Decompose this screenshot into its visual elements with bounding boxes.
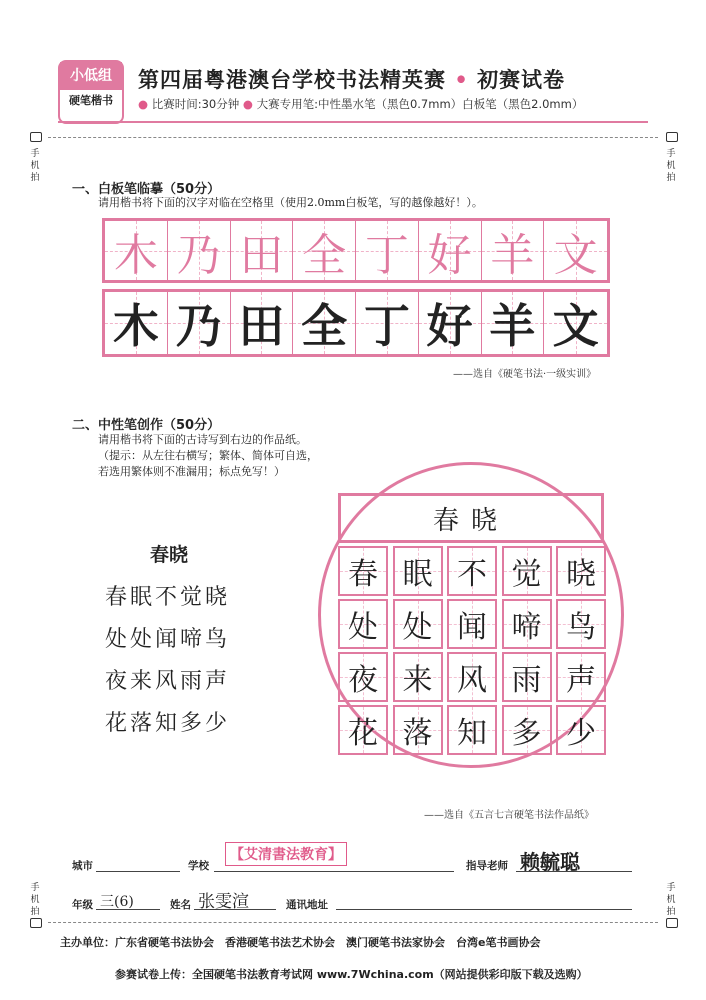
side-label-right-top: 手机拍 bbox=[666, 149, 676, 183]
title-suffix: 初赛试卷 bbox=[477, 67, 566, 92]
address-field[interactable] bbox=[336, 909, 632, 910]
bullet-icon: ● bbox=[242, 97, 253, 111]
camera-icon bbox=[30, 132, 42, 142]
work-char: 觉 bbox=[511, 557, 542, 592]
work-char: 雨 bbox=[511, 663, 542, 698]
teacher-label: 指导老师 bbox=[466, 860, 508, 872]
model-cell bbox=[356, 221, 419, 280]
organizers: 主办单位：广东省硬笔书法协会 香港硬笔书法艺术协会 澳门硬笔书法家协会 台湾e笔书画协会 bbox=[60, 936, 541, 949]
model-char: 乃 bbox=[176, 229, 221, 281]
model-cell bbox=[482, 221, 545, 280]
work-cell bbox=[393, 546, 443, 596]
poem-line-3: 夜来风雨声 bbox=[105, 669, 231, 694]
camera-icon bbox=[666, 132, 678, 142]
name-value: 张雯渲 bbox=[198, 892, 249, 912]
title-separator: • bbox=[454, 67, 469, 92]
work-char: 花 bbox=[348, 716, 378, 751]
title-main: 第四届粤港澳台学校书法精英赛 bbox=[138, 67, 446, 92]
work-grid-row bbox=[338, 599, 606, 649]
work-cell bbox=[393, 705, 443, 755]
badge-group-label: 小低组 bbox=[60, 62, 122, 90]
work-cell bbox=[338, 599, 388, 649]
group-badge bbox=[58, 60, 124, 124]
model-char: 木 bbox=[113, 229, 158, 281]
model-char: 羊 bbox=[490, 229, 535, 281]
section2-hint-2: 若选用繁体则不准漏用；标点免写！） bbox=[98, 465, 285, 478]
grade-label: 年级 bbox=[72, 899, 93, 911]
work-cell bbox=[556, 599, 606, 649]
model-char: 全 bbox=[302, 229, 347, 281]
work-cell bbox=[447, 705, 497, 755]
work-char: 鸟 bbox=[566, 610, 596, 645]
name-label: 姓名 bbox=[170, 899, 191, 911]
work-char: 春 bbox=[348, 557, 378, 592]
work-char: 知 bbox=[457, 716, 487, 751]
work-grid-row bbox=[338, 652, 606, 702]
side-label-left-bottom: 手机拍 bbox=[30, 883, 40, 917]
written-cell bbox=[231, 292, 294, 354]
work-grid-row bbox=[338, 705, 606, 755]
written-char: 羊 bbox=[489, 299, 536, 353]
side-label-left-top: 手机拍 bbox=[30, 149, 40, 183]
work-char: 多 bbox=[511, 716, 542, 751]
model-char: 丁 bbox=[364, 229, 409, 281]
model-char: 好 bbox=[427, 229, 472, 281]
section2-hint-1: （提示：从左往右横写；繁体、简体可自选， bbox=[98, 449, 318, 462]
city-label: 城市 bbox=[72, 860, 93, 872]
badge-category-label: 硬笔楷书 bbox=[69, 94, 113, 107]
camera-icon bbox=[30, 918, 42, 928]
exam-info bbox=[138, 96, 583, 112]
exam-time: 比赛时间:30分钟 bbox=[151, 97, 240, 111]
copy-written-grid bbox=[102, 289, 610, 357]
teacher-value: 赖毓聪 bbox=[520, 850, 580, 874]
exam-pens: 大赛专用笔:中性墨水笔（黑色0.7mm）白板笔（黑色2.0mm） bbox=[256, 97, 584, 111]
work-char: 眠 bbox=[402, 557, 433, 592]
school-stamp: 【艾清書法教育】 bbox=[225, 842, 347, 866]
work-title-box: 春晓 bbox=[338, 493, 604, 543]
work-cell bbox=[502, 599, 552, 649]
written-cell bbox=[356, 292, 419, 354]
header-rule bbox=[58, 121, 648, 123]
written-char: 好 bbox=[426, 299, 473, 353]
section2-instruction: 请用楷书将下面的古诗写到右边的作品纸。 bbox=[98, 433, 307, 446]
work-grid bbox=[338, 546, 606, 758]
written-cell bbox=[293, 292, 356, 354]
cut-line-bottom bbox=[48, 922, 658, 923]
copy-model-grid bbox=[102, 218, 610, 283]
section1-source: ——选自《硬笔书法·一级实训》 bbox=[453, 369, 597, 380]
work-cell bbox=[338, 705, 388, 755]
written-cell bbox=[105, 292, 168, 354]
work-char: 处 bbox=[402, 610, 433, 645]
work-cell bbox=[502, 652, 552, 702]
cut-line-top bbox=[48, 137, 658, 138]
work-cell bbox=[447, 546, 497, 596]
address-label: 通讯地址 bbox=[286, 899, 328, 911]
written-char: 木 bbox=[112, 299, 159, 353]
camera-icon bbox=[666, 918, 678, 928]
section2-source: ——选自《五言七言硬笔书法作品纸》 bbox=[424, 810, 594, 821]
page-title bbox=[138, 64, 565, 94]
work-char: 啼 bbox=[511, 610, 542, 645]
work-char: 晓 bbox=[566, 557, 596, 592]
work-cell bbox=[447, 652, 497, 702]
written-cell bbox=[544, 292, 607, 354]
model-cell bbox=[544, 221, 607, 280]
model-char: 文 bbox=[553, 229, 598, 281]
model-char: 田 bbox=[239, 229, 284, 281]
written-char: 乃 bbox=[175, 299, 222, 353]
work-char: 少 bbox=[566, 716, 596, 751]
city-field[interactable] bbox=[96, 871, 180, 872]
work-cell bbox=[502, 705, 552, 755]
side-label-right-bottom: 手机拍 bbox=[666, 883, 676, 917]
work-cell bbox=[393, 652, 443, 702]
model-cell bbox=[293, 221, 356, 280]
work-char: 不 bbox=[457, 557, 487, 592]
model-cell bbox=[105, 221, 168, 280]
work-grid-row bbox=[338, 546, 606, 596]
work-cell bbox=[338, 546, 388, 596]
section1-heading: 一、白板笔临摹（50分） bbox=[72, 182, 221, 197]
work-char: 闻 bbox=[457, 610, 487, 645]
written-cell bbox=[419, 292, 482, 354]
work-cell bbox=[338, 652, 388, 702]
work-cell bbox=[556, 652, 606, 702]
model-cell bbox=[419, 221, 482, 280]
poem-line-4: 花落知多少 bbox=[105, 711, 231, 736]
work-cell bbox=[447, 599, 497, 649]
grade-field[interactable] bbox=[96, 909, 160, 910]
written-char: 田 bbox=[238, 299, 285, 353]
section2-heading: 二、中性笔创作（50分） bbox=[72, 418, 221, 433]
work-char: 落 bbox=[402, 716, 433, 751]
model-cell bbox=[168, 221, 231, 280]
grade-value: 三(6) bbox=[100, 894, 134, 910]
work-cell bbox=[556, 546, 606, 596]
work-char: 风 bbox=[457, 663, 487, 698]
written-char: 文 bbox=[552, 299, 599, 353]
work-char: 声 bbox=[566, 663, 596, 698]
poem-line-1: 春眠不觉晓 bbox=[105, 585, 231, 610]
poem-line-2: 处处闻啼鸟 bbox=[105, 627, 231, 652]
name-field[interactable] bbox=[194, 909, 276, 910]
work-char: 夜 bbox=[348, 663, 378, 698]
work-cell bbox=[502, 546, 552, 596]
work-cell bbox=[556, 705, 606, 755]
section1-instruction: 请用楷书将下面的汉字对临在空格里（使用2.0mm白板笔，写的越像越好！）。 bbox=[98, 196, 483, 209]
written-cell bbox=[482, 292, 545, 354]
work-char: 处 bbox=[348, 610, 378, 645]
model-cell bbox=[231, 221, 294, 280]
teacher-field[interactable] bbox=[516, 871, 632, 872]
bullet-icon: ● bbox=[138, 97, 149, 111]
written-char: 丁 bbox=[363, 299, 410, 353]
upload-info: 参赛试卷上传：全国硬笔书法教育考试网 www.7Wchina.com（网站提供彩印版下载及选购） bbox=[115, 968, 588, 981]
written-cell bbox=[168, 292, 231, 354]
work-char: 来 bbox=[402, 663, 433, 698]
school-label: 学校 bbox=[188, 860, 209, 872]
school-field[interactable] bbox=[214, 871, 454, 872]
poem-title: 春晓 bbox=[150, 544, 189, 566]
work-cell bbox=[393, 599, 443, 649]
written-char: 全 bbox=[301, 299, 348, 353]
